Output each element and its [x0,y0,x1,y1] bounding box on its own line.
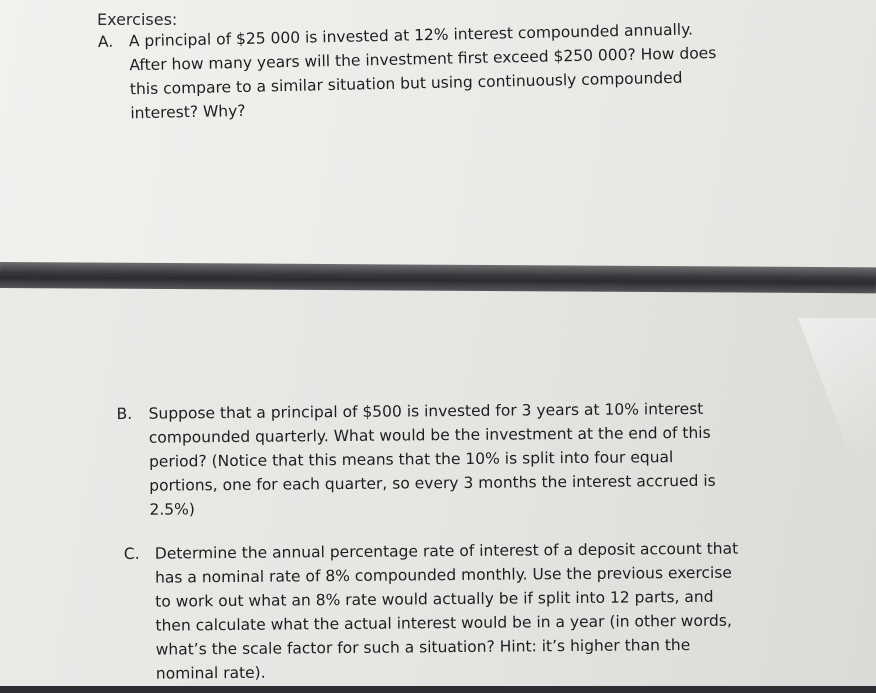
exercise-b-letter: B. [116,404,133,423]
exercises-heading: Exercises: [97,10,178,29]
exercise-c-line: what’s the scale factor for such a situation? Hint: it’s higher than the [155,636,691,659]
exercise-a-letter: A. [97,32,114,51]
exercise-a-line: After how many years will the investment first exceed $250 000? How does [129,44,717,75]
exercise-c-line: to work out what an 8% rate would actually be if split into 12 parts, and [155,587,714,611]
exercise-b-line: 2.5%) [149,500,195,519]
exercise-a-line: interest? Why? [130,101,246,123]
exercise-c-line: then calculate what the actual interest would be in a year (in other words, [155,611,732,635]
exercise-a-text [129,17,718,125]
exercise-c-line: nominal rate). [155,663,266,683]
exercise-b-line: portions, one for each quarter, so every 3 months the interest accrued is [149,471,716,495]
exercise-b-line: Suppose that a principal of $500 is invested for 3 years at 10% interest [148,399,704,423]
bottom-edge [0,686,876,693]
exercise-c-line: has a nominal rate of 8% compounded monthly. Use the previous exercise [154,563,732,587]
exercise-a-line: this compare to a similar situation but using continuously compounded [129,68,683,99]
exercise-c-line: Determine the annual percentage rate of interest of a deposit account that [154,539,739,563]
exercise-c-text [155,537,740,686]
exercise-a-line: A principal of $25 000 is invested at 12% interest compounded annually. [128,20,694,51]
exercise-b-line: compounded quarterly. What would be the investment at the end of this [148,423,711,447]
exercise-b-line: period? (Notice that this means that the 10% is split into four equal [148,448,674,471]
exercise-b-text [149,397,717,522]
page-divider [0,262,876,293]
exercise-c-letter: C. [123,544,140,563]
